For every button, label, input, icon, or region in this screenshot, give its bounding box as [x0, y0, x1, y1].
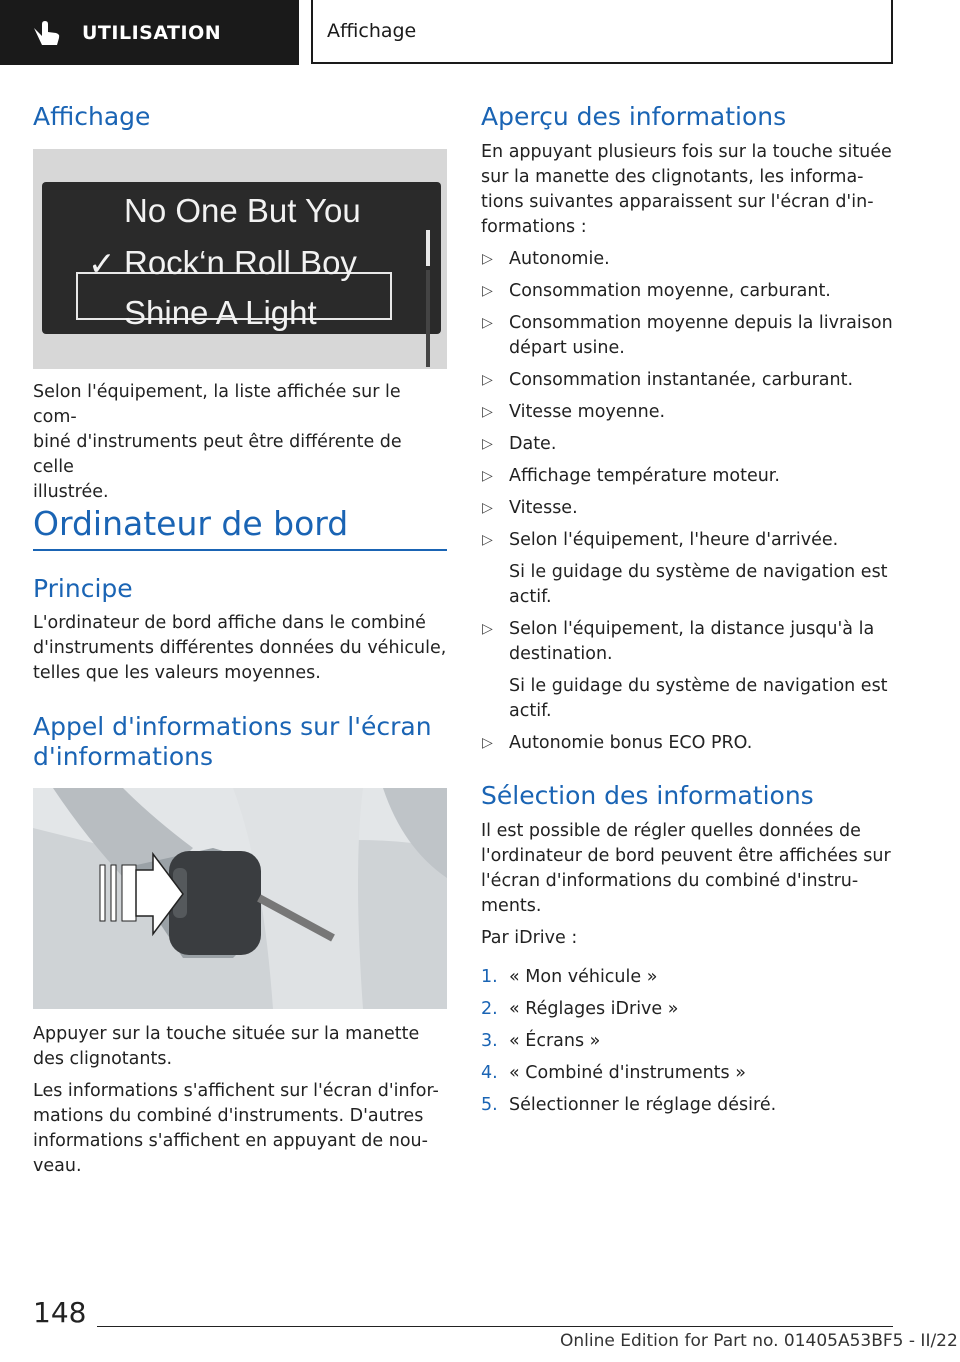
paragraph-line: veau.	[33, 1156, 82, 1176]
step-number: 1.	[481, 967, 498, 987]
list-item	[481, 731, 901, 756]
footer-edition: Online Edition for Part no. 01405A53BF5 - II/22	[560, 1331, 958, 1351]
step-text: « Mon véhicule »	[509, 967, 658, 987]
paragraph-line: sur la manette des clignotants, les informa-	[481, 167, 864, 187]
triangle-bullet-icon: ▷	[482, 621, 493, 637]
infos-text	[33, 1079, 447, 1179]
triangle-bullet-icon: ▷	[482, 532, 493, 548]
list-item-note: Si le guidage du système de navigation est	[509, 676, 888, 696]
chapter-label: UTILISATION	[82, 21, 222, 44]
steps-list	[481, 965, 901, 1118]
list-item	[481, 368, 901, 393]
list-item	[481, 432, 901, 457]
heading-appel	[33, 712, 447, 772]
heading-principe: Principe	[33, 574, 133, 603]
paragraph-line: Il est possible de régler quelles données de	[481, 821, 861, 841]
info-list	[481, 247, 901, 756]
list-item-text: Date.	[509, 434, 557, 454]
list-item-text: Consommation moyenne depuis la livraison	[509, 313, 893, 333]
step-number: 3.	[481, 1031, 498, 1051]
triangle-bullet-icon: ▷	[482, 436, 493, 452]
triangle-bullet-icon: ▷	[482, 315, 493, 331]
list-item-text: destination.	[509, 644, 613, 664]
paragraph-line: des clignotants.	[33, 1049, 173, 1069]
paragraph-line: formations :	[481, 217, 587, 237]
turn-signal-stalk-illustration	[33, 788, 447, 1009]
chapter-tab	[0, 0, 299, 65]
paragraph-line: En appuyant plusieurs fois sur la touche située	[481, 142, 892, 162]
paragraph-line: Appuyer sur la touche située sur la manette	[33, 1024, 420, 1044]
checkmark-icon: ✓	[88, 245, 116, 282]
step-text: « Écrans »	[509, 1031, 601, 1051]
display-scroll-thumb	[426, 230, 430, 266]
paragraph-line: Les informations s'affichent sur l'écran d'infor-	[33, 1081, 439, 1101]
paragraph-line: l'ordinateur de bord peuvent être affichées sur	[481, 846, 891, 866]
list-item-text: départ usine.	[509, 338, 625, 358]
display-line-1: No One But You	[124, 192, 361, 229]
paragraph-line: d'instruments différentes données du véhicule,	[33, 638, 447, 658]
hand-pointer-icon	[30, 18, 68, 48]
heading-ordinateur-de-bord: Ordinateur de bord	[33, 504, 349, 543]
triangle-bullet-icon: ▷	[482, 500, 493, 516]
paragraph-line: l'écran d'informations du combiné d'instru-	[481, 871, 859, 891]
paragraph-line: ments.	[481, 896, 542, 916]
heading-affichage: Affichage	[33, 102, 151, 131]
caption-line: illustrée.	[33, 482, 109, 502]
heading-appel-line: Appel d'informations sur l'écran	[33, 712, 432, 741]
page-header	[311, 0, 893, 64]
heading-appel-line: d'informations	[33, 742, 214, 771]
heading-apercu: Aperçu des informations	[481, 102, 787, 131]
step-item	[481, 1061, 901, 1086]
list-item-note: Si le guidage du système de navigation est	[509, 562, 888, 582]
appuyer-text	[33, 1022, 447, 1072]
list-item-text: Vitesse.	[509, 498, 578, 518]
selection-text	[481, 819, 901, 919]
step-item	[481, 997, 901, 1022]
list-item-text: Consommation instantanée, carburant.	[509, 370, 854, 390]
step-item	[481, 965, 901, 990]
display-illustration	[33, 149, 447, 369]
triangle-bullet-icon: ▷	[482, 735, 493, 751]
list-item	[481, 247, 901, 272]
page-header-title: Affichage	[327, 20, 417, 42]
display-line-3: Shine A Light	[124, 294, 317, 331]
caption-line: Selon l'équipement, la liste affichée sur le com-	[33, 382, 401, 427]
list-item-note: actif.	[509, 587, 552, 607]
list-item-note: actif.	[509, 701, 552, 721]
apercu-intro	[481, 140, 901, 240]
list-item	[481, 496, 901, 521]
triangle-bullet-icon: ▷	[482, 372, 493, 388]
triangle-bullet-icon: ▷	[482, 283, 493, 299]
list-item	[481, 311, 901, 361]
principe-text	[33, 611, 447, 686]
list-item	[481, 279, 901, 304]
list-item-text: Vitesse moyenne.	[509, 402, 666, 422]
triangle-bullet-icon: ▷	[482, 251, 493, 267]
display-caption	[33, 380, 447, 505]
step-text: Sélectionner le réglage désiré.	[509, 1095, 777, 1115]
footer-rule	[97, 1326, 893, 1327]
caption-line: biné d'instruments peut être différente de celle	[33, 432, 402, 477]
display-screen	[42, 182, 441, 334]
paragraph-line: informations s'affichent en appuyant de nou-	[33, 1131, 428, 1151]
heading-rule	[33, 549, 447, 551]
page-number: 148	[33, 1296, 87, 1329]
paragraph-line: L'ordinateur de bord affiche dans le combiné	[33, 613, 426, 633]
paragraph-line: tions suivantes apparaissent sur l'écran d'in-	[481, 192, 874, 212]
list-item-text: Autonomie bonus ECO PRO.	[509, 733, 753, 753]
heading-selection: Sélection des informations	[481, 781, 814, 810]
list-item-text: Autonomie.	[509, 249, 610, 269]
list-item	[481, 528, 901, 610]
list-item	[481, 400, 901, 425]
step-text: « Combiné d'instruments »	[509, 1063, 746, 1083]
list-item	[481, 464, 901, 489]
list-item-text: Selon l'équipement, la distance jusqu'à la	[509, 619, 875, 639]
triangle-bullet-icon: ▷	[482, 468, 493, 484]
list-item	[481, 617, 901, 724]
step-number: 5.	[481, 1095, 498, 1115]
display-line-2: Rock‘n Roll Boy	[124, 244, 357, 281]
triangle-bullet-icon: ▷	[482, 404, 493, 420]
paragraph-line: telles que les valeurs moyennes.	[33, 663, 321, 683]
step-text: « Réglages iDrive »	[509, 999, 679, 1019]
paragraph-line: mations du combiné d'instruments. D'autres	[33, 1106, 424, 1126]
list-item-text: Selon l'équipement, l'heure d'arrivée.	[509, 530, 839, 550]
paragraph-line: Par iDrive :	[481, 928, 578, 948]
step-number: 4.	[481, 1063, 498, 1083]
par-idrive	[481, 926, 901, 951]
list-item-text: Affichage température moteur.	[509, 466, 780, 486]
step-item	[481, 1093, 901, 1118]
step-item	[481, 1029, 901, 1054]
step-number: 2.	[481, 999, 498, 1019]
list-item-text: Consommation moyenne, carburant.	[509, 281, 831, 301]
display-scroll-track	[426, 270, 430, 367]
